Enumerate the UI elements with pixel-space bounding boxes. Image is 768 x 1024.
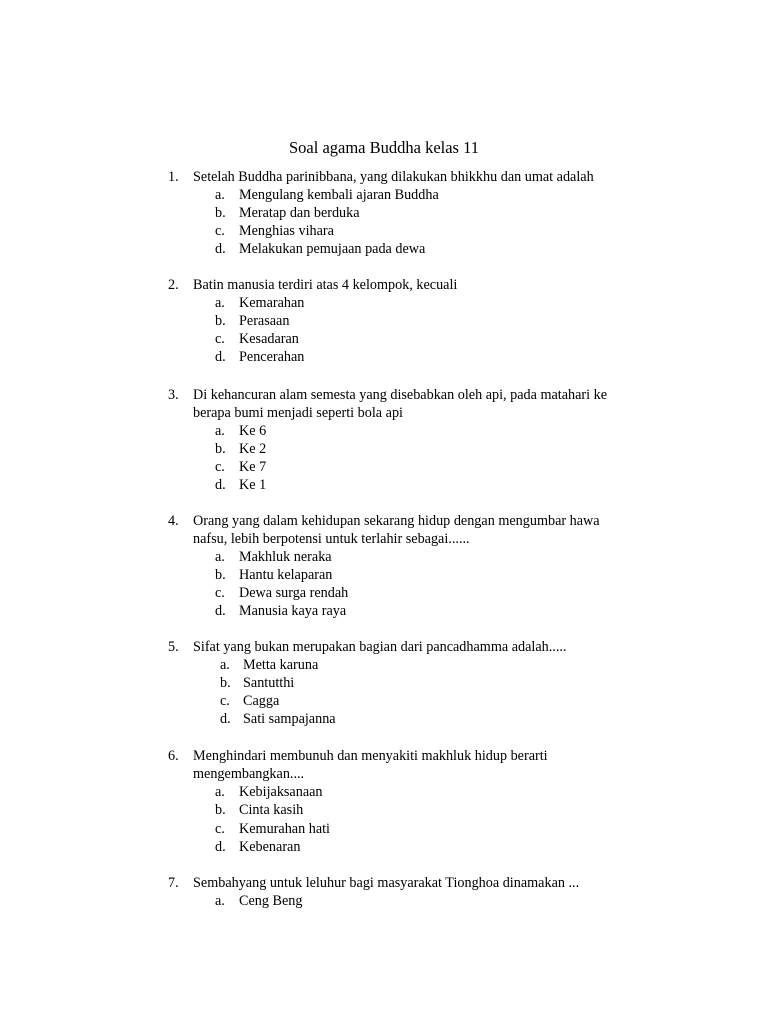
- question-text: Sembahyang untuk leluhur bagi masyarakat Tionghoa dinamakan ...: [193, 875, 580, 891]
- option-text: Menghias vihara: [239, 223, 334, 239]
- question-text: Setelah Buddha parinibbana, yang dilakukan bhikkhu dan umat adalah: [193, 169, 594, 185]
- option-letter: b.: [220, 675, 231, 691]
- question-number: 7.: [168, 875, 179, 891]
- option-letter: b.: [215, 802, 226, 818]
- option-letter: b.: [215, 313, 226, 329]
- option-letter: a.: [215, 423, 225, 439]
- option-letter: a.: [215, 893, 225, 909]
- option-letter: c.: [215, 585, 225, 601]
- option-text: Kemurahan hati: [239, 821, 330, 837]
- option-letter: d.: [215, 477, 226, 493]
- option-text: Hantu kelaparan: [239, 567, 333, 583]
- option-text: Cinta kasih: [239, 802, 304, 818]
- question-number: 4.: [168, 513, 179, 529]
- option-letter: c.: [215, 459, 225, 475]
- question-text: Sifat yang bukan merupakan bagian dari pancadhamma adalah.....: [193, 639, 567, 655]
- question-text: Di kehancuran alam semesta yang disebabkan oleh api, pada matahari ke: [193, 387, 608, 403]
- option-text: Makhluk neraka: [239, 549, 332, 565]
- option-letter: d.: [215, 241, 226, 257]
- option-text: Kebenaran: [239, 839, 301, 855]
- question-number: 3.: [168, 387, 179, 403]
- option-text: Cagga: [243, 693, 280, 709]
- option-letter: a.: [215, 295, 225, 311]
- question-text: nafsu, lebih berpotensi untuk terlahir sebagai......: [193, 531, 470, 547]
- option-letter: a.: [215, 187, 225, 203]
- question-number: 2.: [168, 277, 179, 293]
- option-text: Santutthi: [243, 675, 295, 691]
- option-letter: d.: [215, 603, 226, 619]
- option-text: Perasaan: [239, 313, 290, 329]
- option-text: Sati sampajanna: [243, 711, 336, 727]
- option-text: Kemarahan: [239, 295, 305, 311]
- question-text: Batin manusia terdiri atas 4 kelompok, kecuali: [193, 277, 458, 293]
- question-text: berapa bumi menjadi seperti bola api: [193, 405, 403, 421]
- option-letter: c.: [215, 821, 225, 837]
- option-text: Manusia kaya raya: [239, 603, 347, 619]
- option-letter: c.: [215, 331, 225, 347]
- option-letter: d.: [215, 839, 226, 855]
- option-letter: d.: [220, 711, 231, 727]
- option-letter: c.: [215, 223, 225, 239]
- question-text: mengembangkan....: [193, 766, 305, 782]
- option-letter: a.: [220, 657, 230, 673]
- option-text: Ke 7: [239, 459, 267, 475]
- option-text: Kebijaksanaan: [239, 784, 323, 800]
- option-letter: a.: [215, 784, 225, 800]
- question-number: 1.: [168, 169, 179, 185]
- option-text: Mengulang kembali ajaran Buddha: [239, 187, 439, 203]
- option-letter: c.: [220, 693, 230, 709]
- option-letter: d.: [215, 349, 226, 365]
- option-text: Dewa surga rendah: [239, 585, 349, 601]
- option-text: Ke 2: [239, 441, 267, 457]
- document-title: Soal agama Buddha kelas 11: [288, 138, 479, 157]
- option-letter: b.: [215, 205, 226, 221]
- option-text: Ke 1: [239, 477, 267, 493]
- question-text: Menghindari membunuh dan menyakiti makhluk hidup berarti: [193, 748, 548, 764]
- option-text: Ke 6: [239, 423, 267, 439]
- option-letter: a.: [215, 549, 225, 565]
- option-text: Pencerahan: [239, 349, 305, 365]
- option-text: Melakukan pemujaan pada dewa: [239, 241, 426, 257]
- option-text: Metta karuna: [243, 657, 319, 673]
- option-letter: b.: [215, 441, 226, 457]
- option-text: Meratap dan berduka: [239, 205, 360, 221]
- question-number: 5.: [168, 639, 179, 655]
- option-text: Ceng Beng: [239, 893, 303, 909]
- question-number: 6.: [168, 748, 179, 764]
- option-text: Kesadaran: [239, 331, 299, 347]
- option-letter: b.: [215, 567, 226, 583]
- question-text: Orang yang dalam kehidupan sekarang hidup dengan mengumbar hawa: [193, 513, 600, 529]
